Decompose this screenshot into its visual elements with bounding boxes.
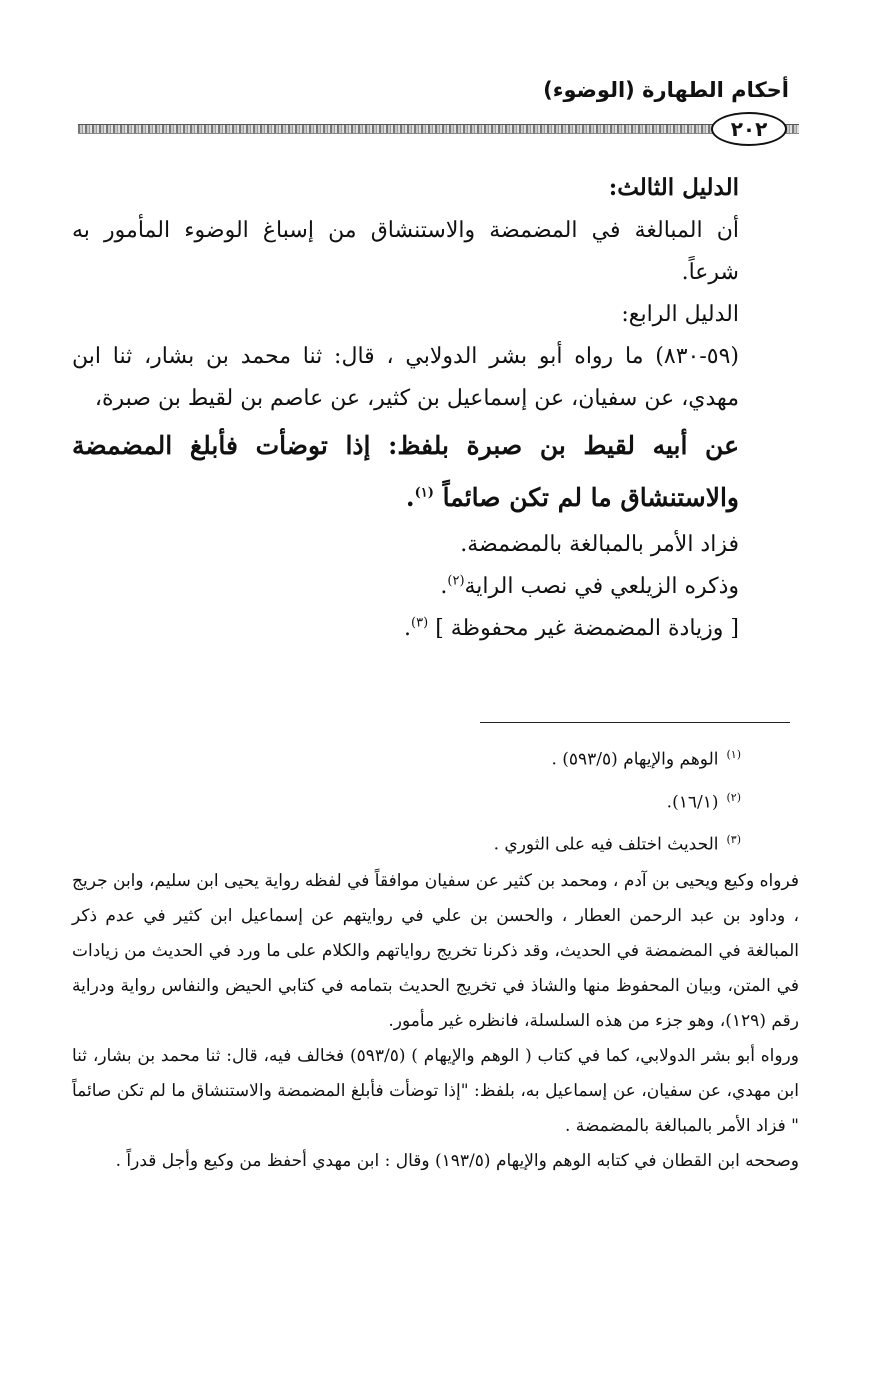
- zaylai-text: وذكره الزيلعي في نصب الراية: [464, 574, 739, 599]
- header-ornamental-rule: [78, 124, 799, 134]
- hadith-text-block: [72, 420, 739, 524]
- footnote-separator: [480, 722, 790, 723]
- hadith-text: عن أبيه لقيط بن صبرة بلفظ: إذا توضأت فأبلغ المضمضة والاستنشاق ما لم تكن صائماً: [72, 431, 739, 512]
- paragraph-third-evidence: أن المبالغة في المضمضة والاستنشاق من إسباغ الوضوء المأمور به شرعاً.: [72, 218, 739, 285]
- footnote-2-mark: (٢): [726, 790, 741, 804]
- footnote-3-paragraph-3: وصححه ابن القطان في كتابه الوهم والإيهام (١٩٣/٥) وقال : ابن مهدي أحفظ من وكيع وأجل قدراً .: [115, 1150, 799, 1171]
- footnotes: [72, 736, 799, 1179]
- footnote-3-paragraph-2: ورواه أبو بشر الدولابي، كما في كتاب ( الوهم والإيهام ) (٥٩٣/٥) فخالف فيه، قال: ثنا محمد بن بشار، ثنا ابن مهدي، عن سفيان، عن إسماعيل به، بلفظ: "إذا توضأت فأبلغ المضمضة والاستنشاق ما لم تكن صائماً " فزاد الأمر بالمبالغة بالمضمضة .: [72, 1045, 799, 1136]
- footnote-1: [72, 736, 799, 779]
- verdict-text: [ وزيادة المضمضة غير محفوظة ]: [435, 616, 739, 641]
- paragraph-addition: فزاد الأمر بالمبالغة بالمضمضة.: [460, 532, 739, 557]
- running-title: أحكام الطهارة (الوضوء): [543, 78, 789, 102]
- page-number: ٢٠٢: [711, 112, 787, 146]
- main-text: [72, 166, 739, 650]
- footnote-2-text: (١٦/١).: [666, 792, 719, 813]
- footnote-1-text: الوهم والإيهام (٥٩٣/٥) .: [551, 749, 719, 770]
- footnote-3-mark: (٣): [726, 833, 741, 847]
- footnote-ref-1: (١): [414, 485, 434, 501]
- footnote-1-mark: (١): [726, 748, 741, 761]
- footnote-2: [72, 779, 799, 822]
- hadith-period: .: [405, 483, 415, 512]
- zaylai-period: .: [440, 574, 448, 599]
- paragraph-verdict: [72, 608, 739, 650]
- paragraph-isnad: (٥٩-٨٣٠) ما رواه أبو بشر الدولابي ، قال: ثنا محمد بن بشار، ثنا ابن مهدي، عن سفيان، عن إسماعيل بن كثير، عن عاصم بن لقيط بن صبرة،: [72, 344, 739, 411]
- verdict-period: .: [404, 616, 412, 641]
- footnote-ref-3: (٣): [411, 615, 429, 631]
- heading-third-evidence: الدليل الثالث:: [608, 174, 739, 201]
- heading-fourth-evidence: الدليل الرابع:: [621, 302, 739, 327]
- footnote-3-paragraph-1: فرواه وكيع ويحيى بن آدم ، ومحمد بن كثير عن سفيان موافقاً في لفظه رواية يحيى ابن سليم، وابن جريج ، وداود بن عبد الرحمن العطار ، والحسن بن علي في روايتهم عن إسماعيل ابن كثير في عدم ذكر المبالغة في المضمضة في الحديث، وقد ذكرنا تخريج رواياتهم والكلام على ما ورد في الحديث من زيادات في المتن، وبيان المحفوظ منها والشاذ في تخريج الحديث بتمامه في كتابي الحيض والنفاس رواية ودراية رقم (١٢٩)، وهو جزء من هذه السلسلة، فانظره غير مأمور.: [72, 870, 799, 1031]
- footnote-3: [72, 821, 799, 864]
- footnote-3-text: الحديث اختلف فيه على الثوري .: [493, 834, 719, 855]
- footnote-ref-2: (٢): [447, 573, 465, 589]
- paragraph-zaylai: [72, 566, 739, 608]
